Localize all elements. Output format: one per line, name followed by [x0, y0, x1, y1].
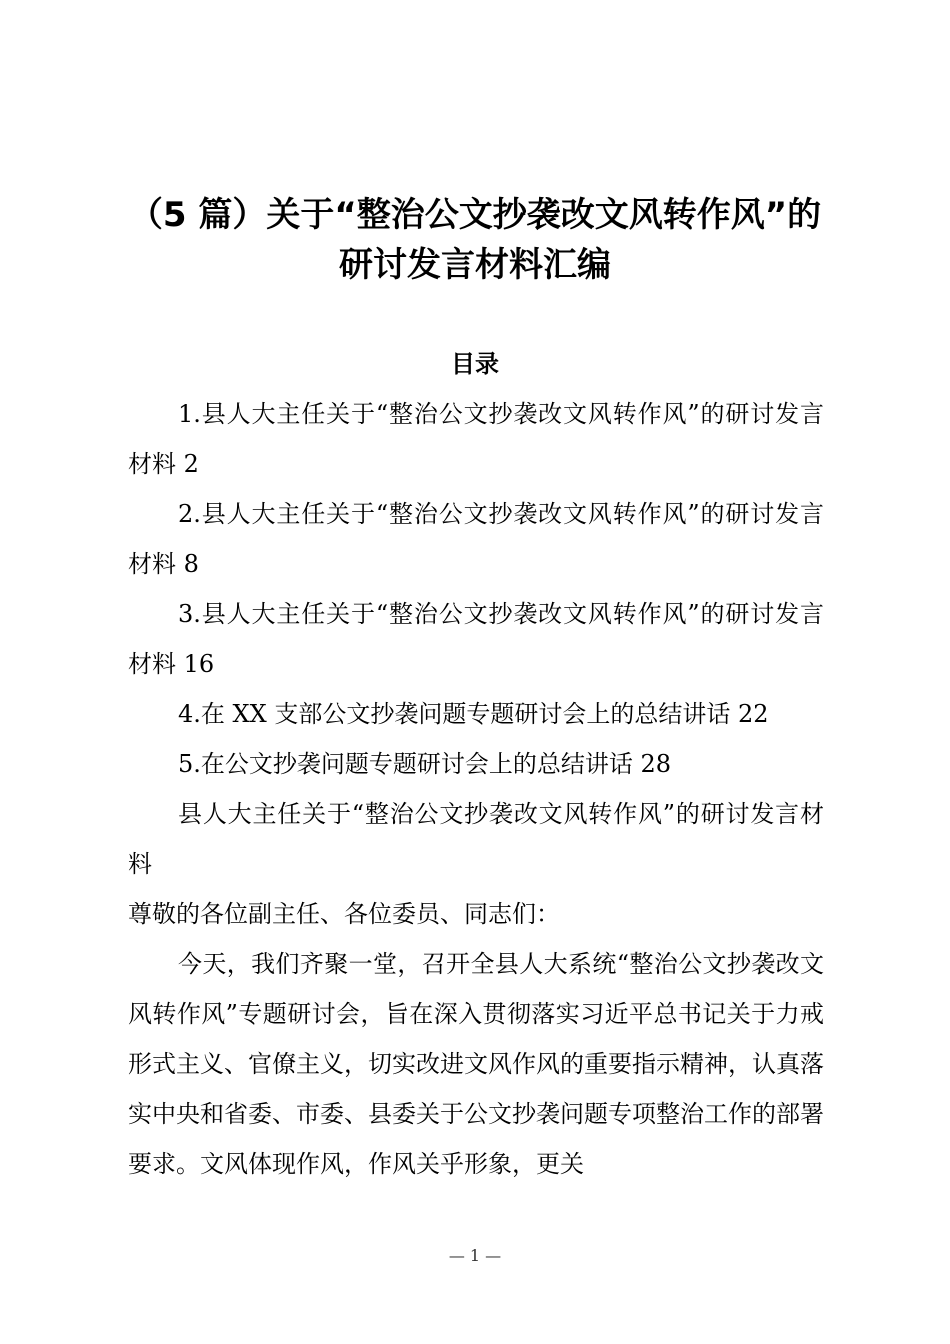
toc-item[interactable]: 1.县人大主任关于“整治公文抄袭改文风转作风”的研讨发言材料 2 — [128, 400, 824, 478]
body-paragraph: 今天，我们齐聚一堂，召开全县人大系统“整治公文抄袭改文风转作风”专题研讨会，旨在深入贯彻落实习近平总书记关于力戒形式主义、官僚主义，切实改进文风作风的重要指示精神，认真落实中央和省委、市委、县委关于公文抄袭问题专项整治工作的部署要求。文风体现作风，作风关乎形象，更关 — [128, 950, 824, 1178]
salutation: 尊敬的各位副主任、各位委员、同志们： — [128, 900, 560, 928]
toc-item[interactable]: 4.在 XX 支部公文抄袭问题专题研讨会上的总结讲话 22 — [178, 700, 769, 728]
document-title: （5 篇）关于“整治公文抄袭改文风转作风”的研讨发言材料汇编 — [128, 195, 822, 285]
toc-item[interactable]: 5.在公文抄袭问题专题研讨会上的总结讲话 28 — [178, 750, 672, 778]
toc-item[interactable]: 2.县人大主任关于“整治公文抄袭改文风转作风”的研讨发言材料 8 — [128, 500, 824, 578]
toc-heading: 目录 — [451, 350, 499, 378]
toc-item[interactable]: 3.县人大主任关于“整治公文抄袭改文风转作风”的研讨发言材料 16 — [128, 600, 824, 678]
section-title: 县人大主任关于“整治公文抄袭改文风转作风”的研讨发言材料 — [128, 800, 824, 878]
document-body — [128, 389, 824, 1189]
page-number: — 1 — — [448, 1246, 502, 1265]
